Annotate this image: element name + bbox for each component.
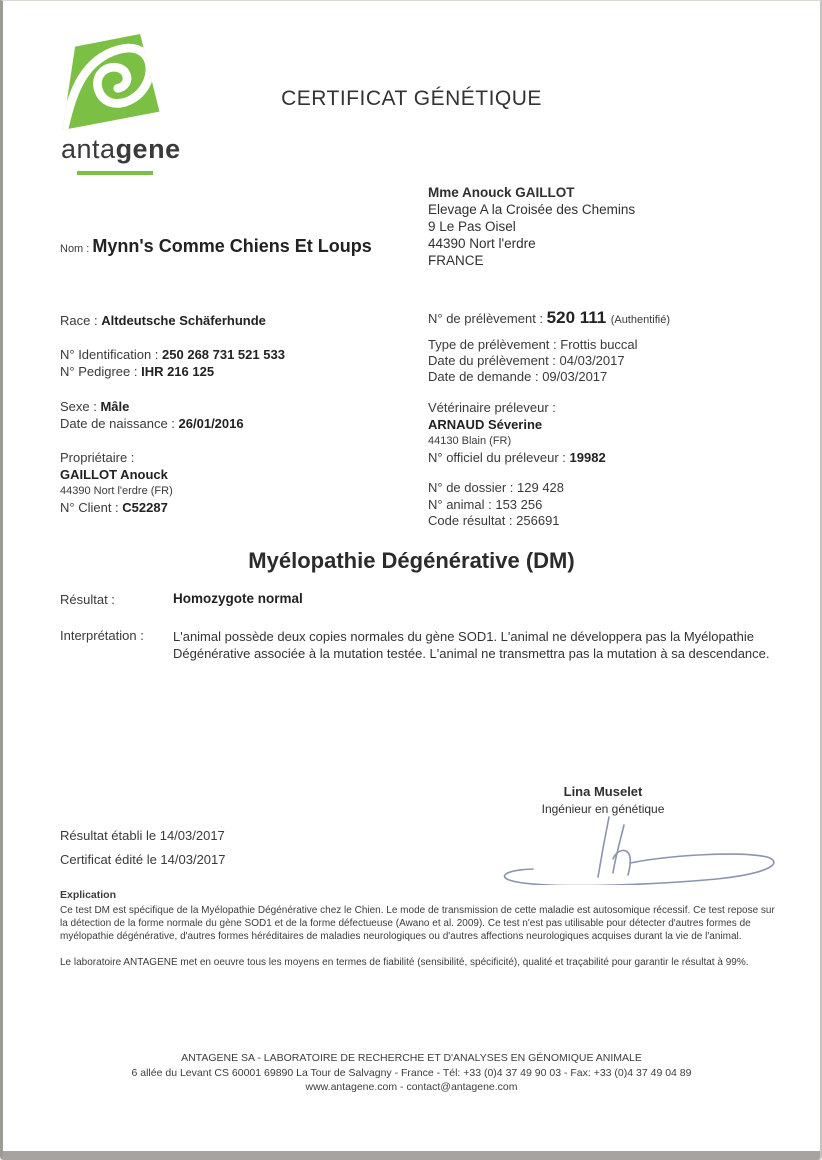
recipient-line: Elevage A la Croisée des Chemins [428, 202, 636, 217]
race-label: Race : [60, 313, 102, 328]
sample-type-value: Frottis buccal [560, 337, 638, 352]
sex-value: Mâle [100, 399, 130, 414]
sample-number-value: 520 111 [546, 308, 607, 327]
signature-block [473, 784, 733, 816]
antagene-spiral-icon [61, 118, 161, 135]
result-code-row [428, 513, 564, 530]
client-value: C52287 [122, 499, 168, 515]
explanation-section [60, 889, 784, 969]
sample-date-row [428, 353, 625, 370]
recipient-address [428, 184, 635, 269]
recipient-line: 9 Le Pas Oisel [428, 219, 516, 234]
animal-number-row [428, 497, 564, 514]
sample-number-row [428, 308, 670, 328]
footer-lab-name: ANTAGENE SA - LABORATOIRE DE RECHERCHE ET D'ANALYSES EN GÉNOMIQUE ANIMALE [181, 1052, 642, 1064]
veterinarian-id-label: N° officiel du préleveur : [428, 449, 570, 465]
pedigree-row [60, 364, 214, 381]
signature-scribble-icon [491, 813, 781, 890]
sex-label: Sexe : [60, 399, 101, 414]
owner-block [60, 450, 173, 516]
veterinarian-id-row [428, 450, 606, 467]
owner-label: Propriétaire : [60, 450, 135, 465]
animal-number-label: N° animal : [428, 496, 496, 512]
file-numbers-block [428, 480, 564, 530]
result-established-date: Résultat établi le 14/03/2017 [60, 828, 225, 843]
race-value: Altdeutsche Schäferhunde [101, 313, 266, 328]
request-date-value: 09/03/2017 [542, 369, 608, 384]
pedigree-value: IHR 216 125 [141, 364, 215, 379]
page-bottom-edge [3, 1151, 820, 1160]
dog-name-row [60, 234, 378, 262]
sample-date-value: 04/03/2017 [559, 353, 625, 368]
signer-role: Ingénieur en génétique [541, 802, 665, 816]
birthdate-value: 26/01/2016 [178, 416, 244, 431]
veterinarian-block [428, 400, 606, 466]
dog-name-value: Mynn's Comme Chiens Et Loups [92, 236, 372, 256]
brand-bold: gene [115, 134, 181, 164]
recipient-name: Mme Anouck GAILLOT [428, 185, 575, 200]
client-label: N° Client : [60, 499, 123, 515]
animal-number-value: 153 256 [495, 496, 543, 512]
sample-date-label: Date du prélèvement : [428, 353, 560, 368]
identification-value: 250 268 731 521 533 [162, 347, 285, 362]
test-title: Myélopathie Dégénérative (DM) [248, 548, 575, 573]
result-value: Homozygote normal [173, 591, 303, 606]
identification-label: N° Identification : [60, 347, 163, 362]
result-code-value: 256691 [516, 513, 560, 528]
result-code-label: Code résultat : [428, 513, 517, 528]
explanation-paragraph-1: Ce test DM est spécifique de la Myélopathie Dégénérative chez le Chien. Le mode de transmission de cette maladie est autosomique récessif. Ce test repose sur la détection de la forme normale du gène SOD1 et de la forme défectueuse (Awano et al. 2009). Ce test n'est pas utilisable pour détecter d'autres formes de myélopathie dégénérative, d'autres formes héréditaires de maladies neurologiques ou d'autres affections neurologiques acquises durant la vie de l'animal. [60, 905, 775, 942]
interpretation-text: L'animal possède deux copies normales du gène SOD1. L'animal ne développera pas la Myélopathie Dégénérative associée à la mutation testée. L'animal ne transmettra pas la mutation à sa descendance. [173, 629, 770, 661]
footer-address: 6 allée du Levant CS 60001 69890 La Tour de Salvagny - France - Tél: +33 (0)4 37 49 90 03 - Fax: +33 (0)4 37 49 04 89 [131, 1066, 692, 1079]
file-number-row [428, 480, 564, 497]
brand-underline [77, 171, 153, 175]
sample-type-label: Type de prélèvement : [428, 337, 561, 352]
dog-name-label: Nom : [60, 243, 93, 255]
birthdate-label: Date de naissance : [60, 416, 179, 431]
recipient-line: 44390 Nort l'erdre [428, 236, 536, 251]
interpretation-label: Interprétation : [60, 628, 144, 643]
owner-name: GAILLOT Anouck [60, 466, 168, 482]
file-number-label: N° de dossier : [428, 480, 518, 495]
veterinarian-name: ARNAUD Séverine [428, 416, 543, 432]
request-date-label: Date de demande : [428, 369, 543, 384]
signer-name: Lina Muselet [563, 784, 643, 799]
authenticated-tag: (Authentifié) [610, 314, 670, 326]
recipient-line: FRANCE [428, 253, 484, 268]
veterinarian-label: Vétérinaire préleveur : [428, 400, 556, 415]
sex-row [60, 399, 129, 416]
brand-name [61, 134, 181, 165]
explanation-paragraph-2: Le laboratoire ANTAGENE met en oeuvre tous les moyens en termes de fiabilité (sensibilité, spécificité), qualité et traçabilité pour garantir le résultat à 99%. [60, 957, 749, 968]
veterinarian-address: 44130 Blain (FR) [428, 435, 512, 447]
certificate-issued-date: Certificat édité le 14/03/2017 [60, 852, 226, 867]
owner-address: 44390 Nort l'erdre (FR) [60, 485, 173, 497]
explanation-heading: Explication [60, 889, 117, 901]
certificate-title: CERTIFICAT GÉNÉTIQUE [281, 87, 542, 110]
owner-client-row [60, 500, 173, 517]
brand-light: anta [61, 134, 116, 164]
birthdate-row [60, 416, 244, 433]
veterinarian-id-value: 19982 [569, 449, 606, 465]
sample-type-row [428, 337, 638, 354]
pedigree-label: N° Pedigree : [60, 364, 142, 379]
footer-contacts: www.antagene.com - contact@antagene.com [305, 1081, 518, 1093]
result-label: Résultat : [60, 592, 115, 607]
sample-number-label: N° de prélèvement : [428, 311, 547, 326]
footer [3, 1051, 820, 1095]
file-number-value: 129 428 [517, 480, 565, 495]
race-row [60, 313, 266, 330]
request-date-row [428, 369, 607, 386]
identification-row [60, 347, 285, 364]
